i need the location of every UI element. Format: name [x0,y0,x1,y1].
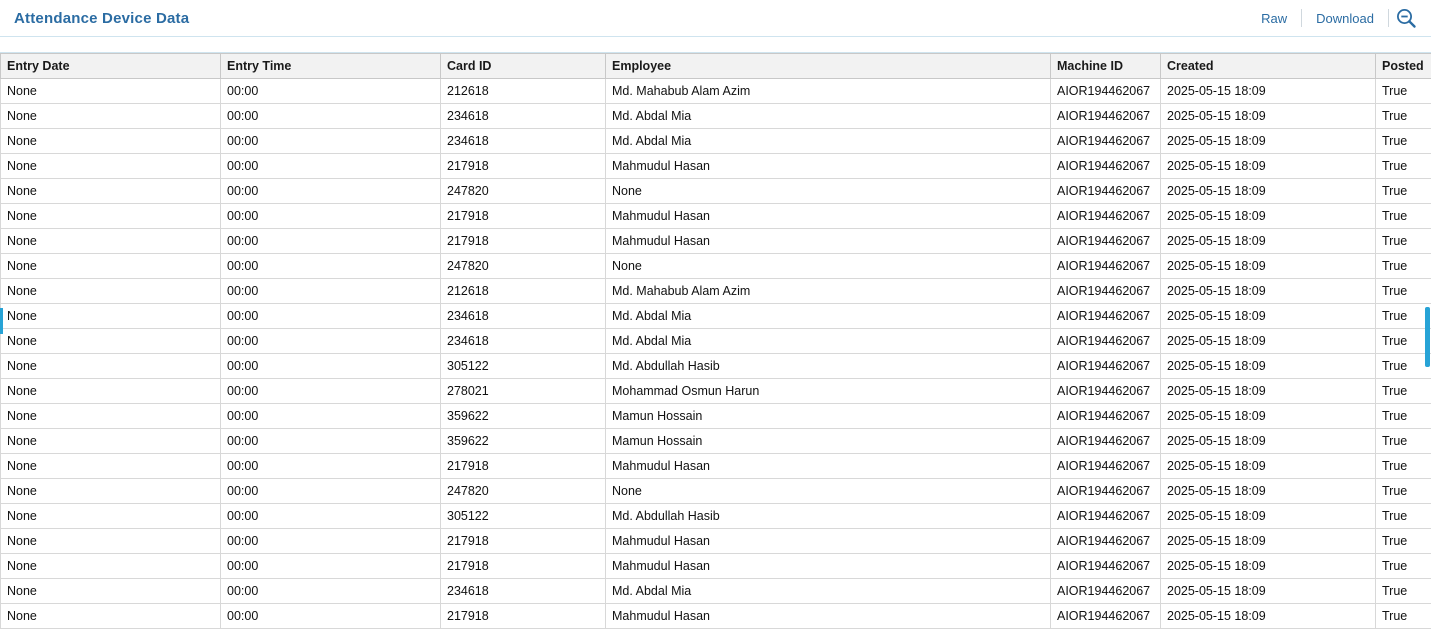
raw-link[interactable]: Raw [1261,10,1288,26]
cell-entry-date: None [1,104,221,129]
attendance-table-container [0,53,1431,636]
cell-card-id: 234618 [441,129,606,154]
cell-machine-id: AIOR194462067 [1051,504,1161,529]
cell-card-id: 305122 [441,504,606,529]
cell-posted: True [1376,104,1431,129]
cell-entry-date: None [1,454,221,479]
cell-created: 2025-05-15 18:09 [1161,504,1376,529]
cell-entry-time: 00:00 [221,154,441,179]
cell-created: 2025-05-15 18:09 [1161,554,1376,579]
cell-created: 2025-05-15 18:09 [1161,79,1376,104]
cell-machine-id: AIOR194462067 [1051,554,1161,579]
table-row[interactable] [1,329,1431,354]
cell-created: 2025-05-15 18:09 [1161,279,1376,304]
cell-card-id: 212618 [441,79,606,104]
cell-machine-id: AIOR194462067 [1051,354,1161,379]
cell-entry-time: 00:00 [221,229,441,254]
column-header-card-id[interactable]: Card ID [441,54,606,79]
table-row[interactable] [1,79,1431,104]
cell-entry-date: None [1,554,221,579]
cell-machine-id: AIOR194462067 [1051,404,1161,429]
cell-employee: Mahmudul Hasan [606,554,1051,579]
table-row[interactable] [1,554,1431,579]
cell-card-id: 217918 [441,529,606,554]
table-row[interactable] [1,279,1431,304]
column-header-entry-date[interactable]: Entry Date [1,54,221,79]
cell-posted: True [1376,454,1431,479]
cell-posted: True [1376,429,1431,454]
cell-posted: True [1376,504,1431,529]
cell-entry-time: 00:00 [221,504,441,529]
cell-employee: Mamun Hossain [606,429,1051,454]
cell-created: 2025-05-15 18:09 [1161,179,1376,204]
table-row[interactable] [1,429,1431,454]
cell-card-id: 234618 [441,304,606,329]
cell-posted: True [1376,579,1431,604]
cell-posted: True [1376,379,1431,404]
cell-created: 2025-05-15 18:09 [1161,454,1376,479]
cell-created: 2025-05-15 18:09 [1161,254,1376,279]
attendance-table [0,53,1431,629]
cell-employee: None [606,479,1051,504]
cell-entry-date: None [1,204,221,229]
cell-entry-time: 00:00 [221,254,441,279]
cell-entry-time: 00:00 [221,454,441,479]
cell-posted: True [1376,279,1431,304]
cell-posted: True [1376,304,1431,329]
cell-posted: True [1376,129,1431,154]
table-row[interactable] [1,154,1431,179]
cell-entry-date: None [1,254,221,279]
cell-machine-id: AIOR194462067 [1051,79,1161,104]
cell-entry-time: 00:00 [221,554,441,579]
cell-machine-id: AIOR194462067 [1051,379,1161,404]
cell-entry-date: None [1,429,221,454]
cell-employee: Mahmudul Hasan [606,454,1051,479]
table-row[interactable] [1,304,1431,329]
table-row[interactable] [1,179,1431,204]
cell-card-id: 217918 [441,454,606,479]
download-link[interactable]: Download [1316,10,1374,26]
cell-machine-id: AIOR194462067 [1051,254,1161,279]
table-row[interactable] [1,454,1431,479]
cell-card-id: 234618 [441,329,606,354]
cell-entry-date: None [1,479,221,504]
vertical-scrollbar-thumb[interactable] [1425,307,1430,367]
cell-card-id: 212618 [441,279,606,304]
cell-employee: Md. Abdullah Hasib [606,504,1051,529]
cell-entry-date: None [1,529,221,554]
cell-posted: True [1376,354,1431,379]
cell-posted: True [1376,604,1431,629]
cell-created: 2025-05-15 18:09 [1161,379,1376,404]
cell-entry-date: None [1,229,221,254]
cell-employee: Md. Abdal Mia [606,104,1051,129]
cell-employee: Mamun Hossain [606,404,1051,429]
cell-entry-time: 00:00 [221,404,441,429]
cell-posted: True [1376,329,1431,354]
cell-posted: True [1376,404,1431,429]
cell-machine-id: AIOR194462067 [1051,529,1161,554]
table-row[interactable] [1,529,1431,554]
page-title: Attendance Device Data [14,9,190,27]
cell-employee: Mohammad Osmun Harun [606,379,1051,404]
cell-card-id: 234618 [441,104,606,129]
cell-created: 2025-05-15 18:09 [1161,604,1376,629]
cell-card-id: 247820 [441,254,606,279]
cell-machine-id: AIOR194462067 [1051,129,1161,154]
cell-created: 2025-05-15 18:09 [1161,204,1376,229]
table-row[interactable] [1,254,1431,279]
cell-entry-time: 00:00 [221,329,441,354]
cell-posted: True [1376,79,1431,104]
cell-entry-date: None [1,79,221,104]
table-row[interactable] [1,229,1431,254]
cell-card-id: 247820 [441,479,606,504]
cell-posted: True [1376,204,1431,229]
row-selection-marker [0,308,3,334]
cell-entry-time: 00:00 [221,279,441,304]
column-header-entry-time[interactable]: Entry Time [221,54,441,79]
cell-employee: Md. Abdal Mia [606,329,1051,354]
cell-machine-id: AIOR194462067 [1051,229,1161,254]
cell-created: 2025-05-15 18:09 [1161,304,1376,329]
cell-entry-date: None [1,129,221,154]
cell-entry-date: None [1,304,221,329]
cell-card-id: 359622 [441,429,606,454]
table-row[interactable] [1,404,1431,429]
cell-entry-time: 00:00 [221,479,441,504]
column-header-posted[interactable]: Posted [1376,54,1431,79]
cell-machine-id: AIOR194462067 [1051,479,1161,504]
cell-employee: Mahmudul Hasan [606,229,1051,254]
table-row[interactable] [1,204,1431,229]
cell-employee: Md. Abdal Mia [606,304,1051,329]
table-header-row [1,54,1431,79]
cell-card-id: 217918 [441,604,606,629]
column-header-created[interactable]: Created [1161,54,1376,79]
cell-posted: True [1376,179,1431,204]
cell-created: 2025-05-15 18:09 [1161,129,1376,154]
cell-machine-id: AIOR194462067 [1051,454,1161,479]
cell-entry-time: 00:00 [221,179,441,204]
cell-employee: Mahmudul Hasan [606,604,1051,629]
cell-machine-id: AIOR194462067 [1051,579,1161,604]
cell-card-id: 217918 [441,204,606,229]
cell-posted: True [1376,254,1431,279]
table-row[interactable] [1,104,1431,129]
cell-entry-time: 00:00 [221,304,441,329]
cell-entry-date: None [1,354,221,379]
cell-card-id: 359622 [441,404,606,429]
cell-machine-id: AIOR194462067 [1051,154,1161,179]
table-row[interactable] [1,504,1431,529]
cell-posted: True [1376,229,1431,254]
table-row[interactable] [1,354,1431,379]
cell-machine-id: AIOR194462067 [1051,429,1161,454]
cell-employee: Mahmudul Hasan [606,204,1051,229]
header-actions [1247,3,1423,33]
cell-employee: None [606,179,1051,204]
cell-entry-time: 00:00 [221,79,441,104]
cell-card-id: 217918 [441,229,606,254]
cell-posted: True [1376,479,1431,504]
table-body [1,79,1431,629]
zoom-out-icon[interactable] [1389,3,1423,33]
vertical-scrollbar[interactable] [1425,37,1431,636]
cell-card-id: 234618 [441,579,606,604]
cell-created: 2025-05-15 18:09 [1161,354,1376,379]
cell-created: 2025-05-15 18:09 [1161,429,1376,454]
cell-entry-time: 00:00 [221,204,441,229]
cell-entry-date: None [1,179,221,204]
cell-machine-id: AIOR194462067 [1051,279,1161,304]
cell-entry-date: None [1,154,221,179]
cell-entry-date: None [1,329,221,354]
page-header [0,0,1431,36]
column-header-employee[interactable]: Employee [606,54,1051,79]
cell-entry-date: None [1,279,221,304]
cell-entry-date: None [1,504,221,529]
cell-employee: Mahmudul Hasan [606,154,1051,179]
cell-created: 2025-05-15 18:09 [1161,229,1376,254]
cell-entry-date: None [1,379,221,404]
cell-created: 2025-05-15 18:09 [1161,329,1376,354]
cell-created: 2025-05-15 18:09 [1161,529,1376,554]
cell-employee: Mahmudul Hasan [606,529,1051,554]
cell-entry-time: 00:00 [221,104,441,129]
cell-entry-date: None [1,404,221,429]
cell-employee: Md. Abdal Mia [606,579,1051,604]
table-row[interactable] [1,579,1431,604]
cell-card-id: 217918 [441,154,606,179]
cell-card-id: 305122 [441,354,606,379]
cell-machine-id: AIOR194462067 [1051,179,1161,204]
cell-employee: Md. Abdullah Hasib [606,354,1051,379]
cell-created: 2025-05-15 18:09 [1161,104,1376,129]
table-row[interactable] [1,479,1431,504]
table-row[interactable] [1,604,1431,629]
cell-machine-id: AIOR194462067 [1051,104,1161,129]
toolbar-strip [0,37,1431,53]
cell-entry-time: 00:00 [221,379,441,404]
cell-machine-id: AIOR194462067 [1051,304,1161,329]
table-row[interactable] [1,129,1431,154]
cell-entry-date: None [1,579,221,604]
cell-entry-time: 00:00 [221,429,441,454]
cell-employee: Md. Mahabub Alam Azim [606,279,1051,304]
cell-machine-id: AIOR194462067 [1051,604,1161,629]
cell-machine-id: AIOR194462067 [1051,204,1161,229]
cell-employee: None [606,254,1051,279]
cell-entry-time: 00:00 [221,604,441,629]
column-header-machine-id[interactable]: Machine ID [1051,54,1161,79]
cell-posted: True [1376,554,1431,579]
cell-created: 2025-05-15 18:09 [1161,404,1376,429]
cell-entry-time: 00:00 [221,579,441,604]
cell-posted: True [1376,529,1431,554]
cell-created: 2025-05-15 18:09 [1161,154,1376,179]
table-row[interactable] [1,379,1431,404]
cell-card-id: 247820 [441,179,606,204]
cell-employee: Md. Mahabub Alam Azim [606,79,1051,104]
cell-employee: Md. Abdal Mia [606,129,1051,154]
cell-entry-time: 00:00 [221,354,441,379]
cell-created: 2025-05-15 18:09 [1161,479,1376,504]
cell-entry-time: 00:00 [221,129,441,154]
cell-entry-time: 00:00 [221,529,441,554]
cell-entry-date: None [1,604,221,629]
cell-card-id: 217918 [441,554,606,579]
cell-machine-id: AIOR194462067 [1051,329,1161,354]
cell-created: 2025-05-15 18:09 [1161,579,1376,604]
cell-card-id: 278021 [441,379,606,404]
cell-posted: True [1376,154,1431,179]
